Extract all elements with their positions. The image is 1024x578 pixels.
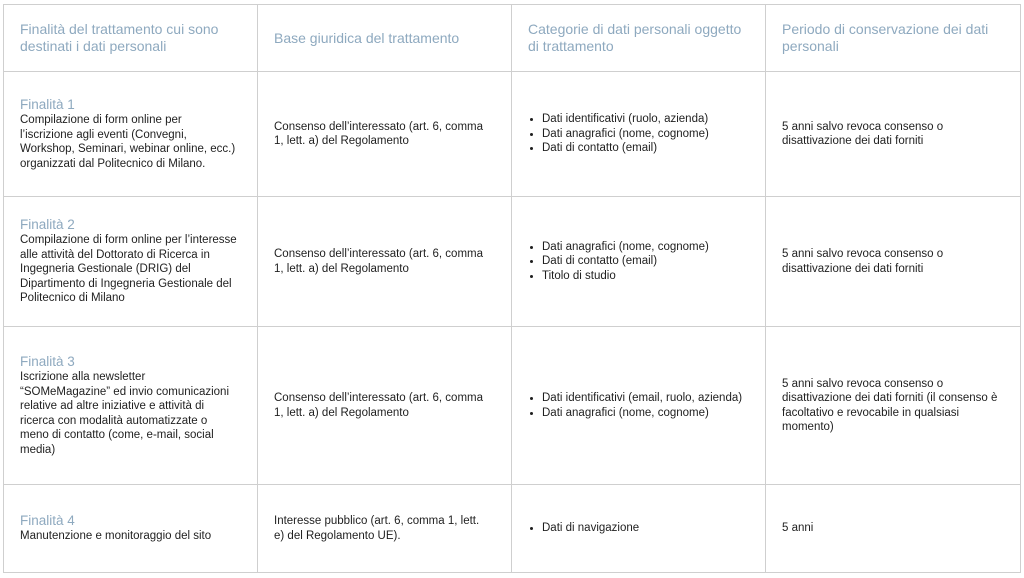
list-item: • Titolo di studio (542, 269, 745, 284)
data-categories-list (528, 521, 745, 536)
retention-period-cell: 5 anni salvo revoca consenso o disattivazione dei dati forniti (il consenso è facoltativo e revocabile in qualsiasi momento) (766, 327, 1021, 485)
header-purpose: Finalità del trattamento cui sono destinati i dati personali (4, 5, 258, 72)
retention-period-cell: 5 anni (766, 485, 1021, 573)
table-row (4, 197, 1021, 327)
data-categories-cell (512, 72, 766, 197)
retention-period-cell: 5 anni salvo revoca consenso o disattivazione dei dati forniti (766, 72, 1021, 197)
legal-basis-cell: Consenso dell’interessato (art. 6, comma 1, lett. a) del Regolamento (258, 197, 512, 327)
list-item: • Dati anagrafici (nome, cognome) (542, 240, 745, 255)
purpose-cell (4, 72, 258, 197)
legal-basis-cell: Interesse pubblico (art. 6, comma 1, lett. e) del Regolamento UE). (258, 485, 512, 573)
table-row (4, 327, 1021, 485)
purpose-description: Manutenzione e monitoraggio del sito (20, 530, 212, 543)
purpose-cell (4, 327, 258, 485)
data-categories-cell (512, 327, 766, 485)
list-item: • Dati identificativi (email, ruolo, azienda) (542, 391, 745, 406)
purpose-description: Compilazione di form online per l’interesse alle attività del Dottorato di Ricerca in Ingegneria Gestionale (DRIG) del Dipartimento di Ingegneria Gestionale del Politecnico di Milano (20, 234, 237, 305)
privacy-table (3, 4, 1021, 573)
list-item: • Dati anagrafici (nome, cognome) (542, 127, 745, 142)
header-row (4, 5, 1021, 72)
purpose-title: Finalità 3 (20, 354, 75, 369)
legal-basis-cell: Consenso dell’interessato (art. 6, comma 1, lett. a) del Regolamento (258, 72, 512, 197)
list-item: • Dati anagrafici (nome, cognome) (542, 406, 745, 421)
purpose-title: Finalità 2 (20, 217, 75, 233)
header-data-categories: Categorie di dati personali oggetto di trattamento (512, 5, 766, 72)
data-categories-cell (512, 485, 766, 573)
header-legal-basis: Base giuridica del trattamento (258, 5, 512, 72)
data-categories-list (528, 112, 745, 156)
purpose-description: Iscrizione alla newsletter “SOMeMagazine” ed invio comunicazioni relative ad altre iniziative e attività di ricerca con modalità automatizzate o meno di contatto (come, e-mail, social media) (20, 371, 230, 456)
list-item: • Dati di contatto (email) (542, 254, 745, 269)
purpose-title: Finalità 4 (20, 513, 75, 529)
purpose-description: Compilazione di form online per l’iscrizione agli eventi (Convegni, Workshop, Seminari, webinar online, ecc.) organizzati dal Politecnico di Milano. (20, 114, 236, 170)
retention-period-cell: 5 anni salvo revoca consenso o disattivazione dei dati forniti (766, 197, 1021, 327)
table-row (4, 72, 1021, 197)
data-categories-cell (512, 197, 766, 327)
data-categories-list (528, 240, 745, 284)
list-item: • Dati identificativi (ruolo, azienda) (542, 112, 745, 127)
purpose-title: Finalità 1 (20, 97, 75, 112)
list-item: • Dati di contatto (email) (542, 141, 745, 156)
data-categories-list (528, 391, 745, 420)
header-retention-period: Periodo di conservazione dei dati personali (766, 5, 1021, 72)
table-row (4, 485, 1021, 573)
purpose-cell (4, 197, 258, 327)
purpose-cell (4, 485, 258, 573)
list-item: • Dati di navigazione (542, 521, 745, 536)
legal-basis-cell: Consenso dell’interessato (art. 6, comma 1, lett. a) del Regolamento (258, 327, 512, 485)
